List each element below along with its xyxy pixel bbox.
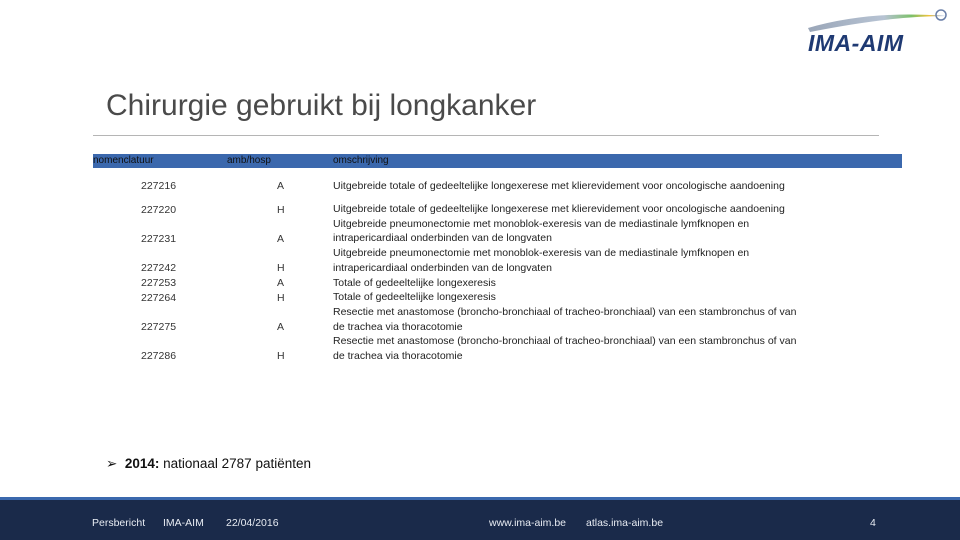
table-header — [93, 154, 902, 168]
footer-date: 22/04/2016 — [226, 517, 279, 529]
arrow-bullet-icon: ➢ — [106, 456, 118, 471]
footer-url-atlas[interactable]: atlas.ima-aim.be — [586, 517, 664, 529]
amb-hosp-cell: H — [277, 350, 285, 362]
logo-text: IMA-AIM — [808, 30, 904, 56]
page-number: 4 — [870, 517, 876, 529]
footer-persbericht: Persbericht — [92, 517, 146, 529]
summary-bullet — [106, 456, 311, 472]
description-line: Totale of gedeeltelijke longexeresis — [333, 276, 496, 289]
amb-hosp-cell: H — [277, 262, 285, 274]
description-cell: Uitgebreide totale of gedeeltelijke longexerese met klierevidement voor oncologische aandoening — [333, 180, 785, 192]
title-divider — [93, 135, 879, 136]
ima-aim-logo — [800, 6, 950, 58]
header-omschrijving: omschrijving — [333, 155, 389, 166]
header-amb-hosp: amb/hosp — [227, 155, 271, 166]
header-nomenclatuur: nomenclatuur — [93, 155, 154, 166]
bullet-text: nationaal 2787 patiënten — [159, 456, 311, 471]
amb-hosp-cell: H — [277, 292, 285, 304]
amb-hosp-cell: H — [277, 204, 285, 216]
description-line: Totale of gedeeltelijke longexeresis — [333, 291, 496, 304]
description-line: intrapericardiaal onderbinden van de longvaten — [333, 232, 552, 245]
code-cell: 227231 — [141, 233, 177, 245]
description-line: de trachea via thoracotomie — [333, 350, 463, 363]
code-cell: 227242 — [141, 262, 177, 274]
description-line: Uitgebreide pneumonectomie met monoblok-exeresis van de mediastinale lymfknopen en — [333, 247, 750, 260]
description-line: Uitgebreide pneumonectomie met monoblok-exeresis van de mediastinale lymfknopen en — [333, 217, 750, 230]
description-line: Uitgebreide totale of gedeeltelijke longexerese met klierevidement voor oncologische aandoening — [333, 203, 785, 215]
description-line: intrapericardiaal onderbinden van de longvaten — [333, 261, 552, 274]
page-title: Chirurgie gebruikt bij longkanker — [106, 89, 537, 122]
footer-accent-line — [0, 497, 960, 500]
footer-bar — [0, 497, 960, 540]
amb-hosp-cell: A — [277, 321, 285, 333]
description-line: de trachea via thoracotomie — [333, 320, 463, 333]
footer-url-main[interactable]: www.ima-aim.be — [489, 517, 567, 529]
amb-hosp-cell: A — [277, 277, 285, 289]
footer-org: IMA-AIM — [163, 517, 204, 529]
amb-hosp-cell: A — [277, 180, 285, 192]
code-cell: 227286 — [141, 350, 177, 362]
description-line: Resectie met anastomose (broncho-bronchiaal of tracheo-bronchiaal) van een stambronchus of van — [333, 335, 797, 348]
code-cell: 227253 — [141, 277, 177, 289]
code-cell: 227275 — [141, 321, 177, 333]
amb-hosp-cell: A — [277, 233, 285, 245]
description-line: Resectie met anastomose (broncho-bronchiaal of tracheo-bronchiaal) van een stambronchus of van — [333, 305, 797, 318]
bullet-year: 2014: — [124, 456, 160, 471]
code-cell: 227264 — [141, 292, 177, 304]
code-cell: 227220 — [141, 204, 177, 216]
description-block — [333, 202, 893, 364]
code-cell: 227216 — [141, 180, 177, 192]
